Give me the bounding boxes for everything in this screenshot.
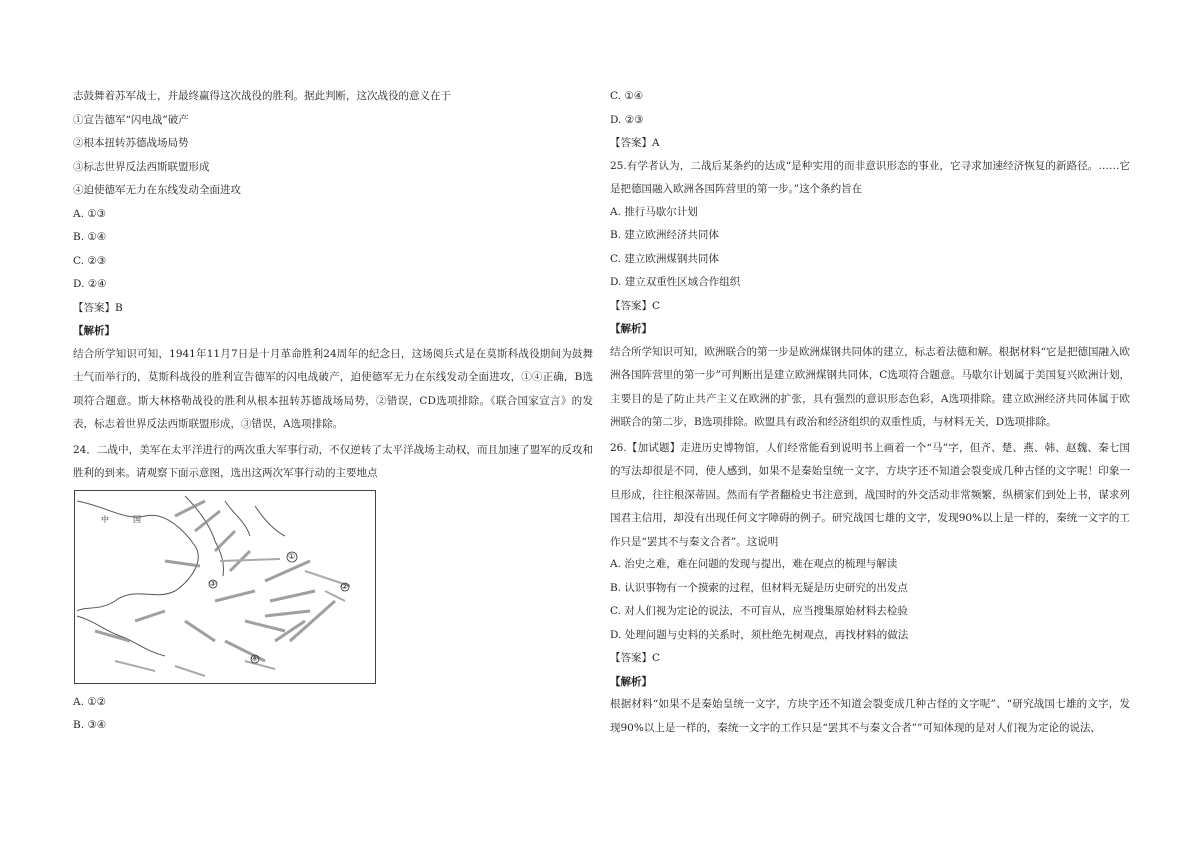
option-b: B. ①④ xyxy=(73,231,107,243)
analysis-label-text-25: 【解析】 xyxy=(610,323,652,335)
statement-2: ②根本扭转苏德战场局势 xyxy=(73,137,189,149)
question-26: 26.【加试题】走进历史博物馆，人们经常能看到说明书上画着一个“马”字，但齐、楚、燕、韩、赵魏、秦七国的写法却很是不同，使人感到，如果不是秦始皇统一文字，方块字还不知道会裂变成几种古怪的文字呢！印象一旦形成，往往根深蒂固。然而有学者翻检史书注意到，战国时的外交活动非常频繁，纵横家们到处上书，谋求列国君主信用，却没有出现任何文字障碍的例子。研究战国七雄的文字，发现90%以上是一样的，秦统一文字的工作只是“罢其不与秦文合者”。这说明 xyxy=(610,441,1130,548)
right-column xyxy=(610,90,1130,740)
map-label-zhong: 中 xyxy=(101,514,109,524)
option-c: C. ②③ xyxy=(73,254,107,267)
option-24-b: B. ③④ xyxy=(73,719,107,731)
option-24-d: D. ②③ xyxy=(610,113,644,126)
analysis-label-25 xyxy=(610,323,1130,336)
answer-24: 【答案】A xyxy=(610,137,660,149)
map-label-guo: 国 xyxy=(133,514,141,524)
map-label-3: ③ xyxy=(209,578,217,588)
option-25-b: B. 建立欧洲经济共同体 xyxy=(610,229,719,241)
answer-23: 【答案】B xyxy=(73,301,123,314)
option-a: A. ①③ xyxy=(73,207,107,220)
option-d: D. ②④ xyxy=(73,278,107,290)
analysis-label-23 xyxy=(73,325,593,338)
option-26-b: B. 认识事物有一个摸索的过程，但材料无疑是历史研究的出发点 xyxy=(610,581,908,594)
option-24-c: C. ①④ xyxy=(610,90,644,102)
analysis-label-text: 【解析】 xyxy=(73,325,115,337)
analysis-23: 结合所学知识可知，1941年11月7日是十月革命胜利24周年的纪念日，这场阅兵式是在莫斯科战役期间为鼓舞士气而举行的，莫斯科战役的胜利宣告德军的闪电战破产，迫使德军无力在东线发动全面进攻，①④正确，B选项符合题意。斯大林格勒战役的胜利从根本扭转苏德战场局势，②错误，CD选项排除。《联合国家宣言》的发表，标志着世界反法西斯联盟形成，③错误，A选项排除。 xyxy=(73,347,593,430)
option-26-d: D. 处理问题与史料的关系时，须杜绝先树观点，再找材料的做法 xyxy=(610,628,909,641)
statement-4: ④迫使德军无力在东线发动全面进攻 xyxy=(73,184,241,196)
map-drawing xyxy=(75,491,375,683)
option-26-c: C. 对人们视为定论的说法，不可盲从，应当搜集原始材料去检验 xyxy=(610,605,908,617)
statement-3: ③标志世界反法西斯联盟形成 xyxy=(73,160,210,173)
analysis-25: 结合所学知识可知，欧洲联合的第一步是欧洲煤钢共同体的建立，标志着法德和解。根据材料“它是把德国融入欧洲各国阵营里的第一步”可判断出是建立欧洲煤钢共同体，C选项符合题意。马歇尔计划属于美国复兴欧洲计划，主要目的是了防止共产主义在欧洲的扩张，具有强烈的意识形态色彩，A选项排除。建立欧洲经济共同体属于欧洲联合的第二步，B选项排除。欧盟具有政治和经济组织的双重性质，与材料无关，D选项排除。 xyxy=(610,345,1130,428)
option-25-a: A. 推行马歇尔计划 xyxy=(610,205,698,218)
analysis-label-text-26: 【解析】 xyxy=(610,675,652,688)
option-26-a: A. 治史之难，难在问题的发现与提出，难在观点的梳理与解读 xyxy=(610,558,898,570)
option-24-a: A. ①② xyxy=(73,695,107,708)
question-24: 24．二战中，美军在太平洋进行的两次重大军事行动，不仅逆转了太平洋战场主动权，而且加速了盟军的反攻和胜利的到来。请观察下面示意图，选出这两次军事行动的主要地点 xyxy=(73,443,593,479)
analysis-26: 根据材料“如果不是秦始皇统一文字，方块字还不知道会裂变成几种古怪的文字呢”、“研究战国七雄的文字，发现90%以上是一样的，秦统一文字的工作只是“罢其不与秦文合者””可知体现的是对人们视为定论的说法， xyxy=(610,698,1130,734)
statement-1: ①宣告德军“闪电战”破产 xyxy=(73,113,189,126)
left-column xyxy=(73,90,593,743)
option-25-d: D. 建立双重性区域合作组织 xyxy=(610,276,741,288)
map-label-4: ④ xyxy=(251,653,259,663)
analysis-label-26 xyxy=(610,676,1130,689)
map-label-1: ① xyxy=(288,551,296,561)
map-label-2: ② xyxy=(341,581,349,591)
pacific-war-map xyxy=(74,490,376,684)
answer-26: 【答案】C xyxy=(610,652,661,664)
question-25: 25.有学者认为，二战后某条约的达成“是种实用的而非意识形态的事业，它寻求加速经济恢复的新路径。……它是把德国融入欧洲各国阵营里的第一步。”这个条约旨在 xyxy=(610,159,1130,195)
question-23-intro: 志鼓舞着苏军战士，并最终赢得这次战役的胜利。据此判断，这次战役的意义在于 xyxy=(73,90,451,102)
answer-25: 【答案】C xyxy=(610,299,661,312)
option-25-c: C. 建立欧洲煤钢共同体 xyxy=(610,252,719,265)
